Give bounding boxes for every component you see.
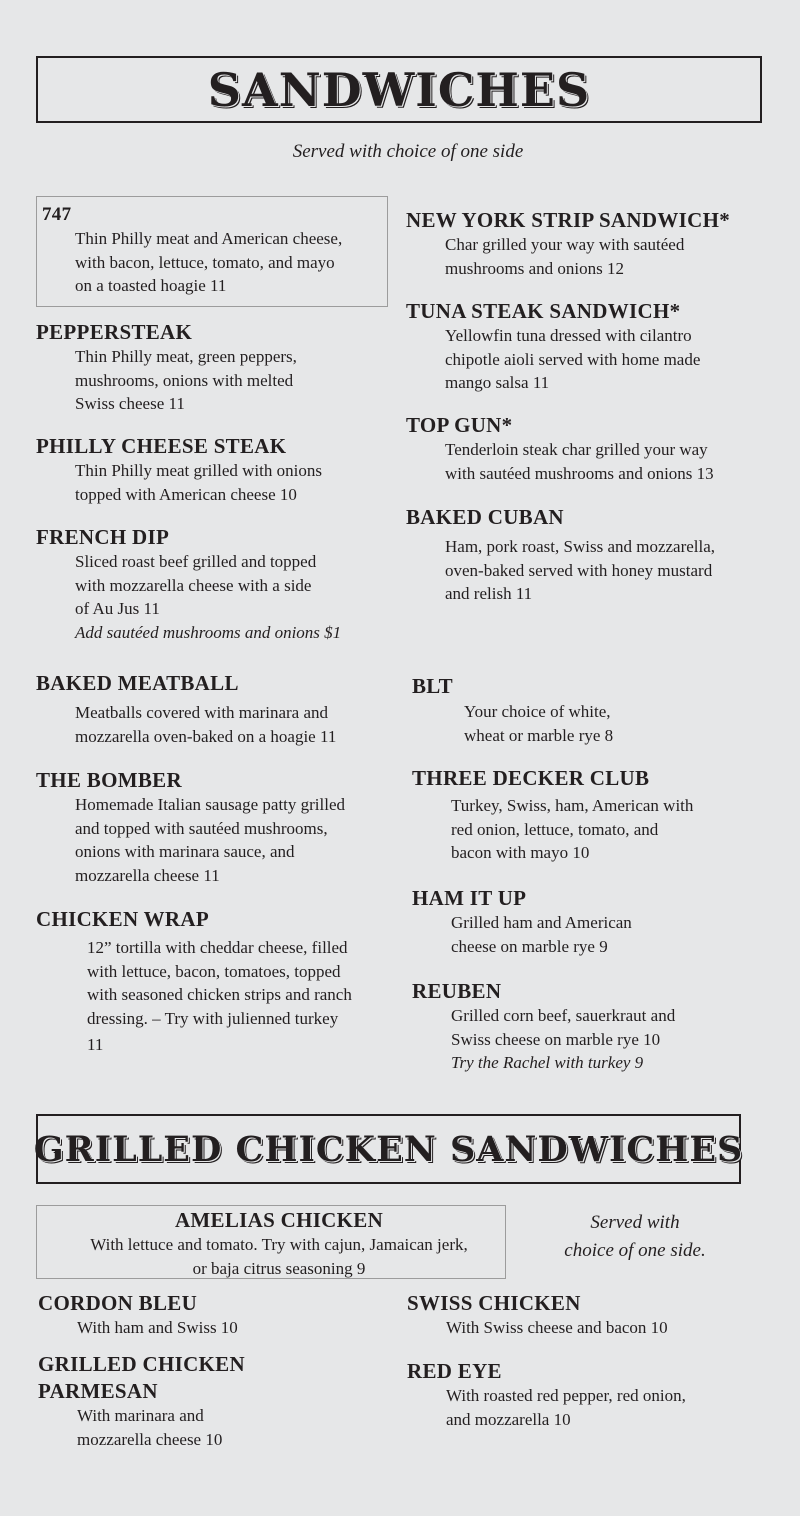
item-desc-line: With lettuce and tomato. Try with cajun, Jamaican jerk, [90,1235,468,1254]
item-desc-line: Grilled ham and American [451,913,632,932]
item-desc-line: Ham, pork roast, Swiss and mozzarella, [445,537,716,556]
sandwiches-subtitle: Served with choice of one side [292,141,524,162]
item-desc-line: and relish 11 [445,584,533,603]
item-name: CORDON BLEU [38,1291,198,1315]
item-name: THREE DECKER CLUB [412,766,650,790]
item-desc-line: or baja citrus seasoning 9 [192,1258,366,1278]
item-desc-line: Thin Philly meat grilled with onions [75,461,322,480]
grilled-chicken-title: GRILLED CHICKEN SANDWICHES [33,1128,744,1170]
item-desc-line: mushrooms and onions 12 [445,258,624,278]
item-desc-line: chipotle aioli served with home made [445,349,701,369]
item-desc-line: Homemade Italian sausage patty grilled [75,795,346,814]
item-name: REUBEN [412,979,502,1003]
item-name: PEPPERSTEAK [36,320,193,344]
item-desc-line: red onion, lettuce, tomato, and [451,819,659,839]
item-name: THE BOMBER [36,768,182,792]
item-desc-line: mushrooms, onions with melted [75,370,294,390]
menu-item-cordon-bleu [38,1290,238,1340]
item-desc-line: with seasoned chicken strips and ranch [87,985,352,1004]
sandwiches-title: SANDWICHES [207,62,591,117]
item-desc-line: With Swiss cheese and bacon 10 [446,1318,668,1337]
item-name: RED EYE [407,1359,502,1383]
item-desc-line: mozzarella oven-baked on a hoagie 11 [75,726,337,746]
menu-item-peppersteak [36,319,297,416]
item-desc-line: Swiss cheese on marble rye 10 [451,1029,661,1049]
side-note-line: Served with [590,1212,680,1233]
menu-item-the-bomber [36,767,345,887]
item-name: TOP GUN* [406,413,513,437]
item-desc-line: Grilled corn beef, sauerkraut and [451,1006,676,1025]
item-name: PHILLY CHEESE STEAK [36,434,287,458]
menu-item-747 [42,203,342,298]
menu-item-top-gun [406,412,714,485]
menu-item-new-york-strip [406,207,730,280]
item-desc-line: Yellowfin tuna dressed with cilantro [445,326,692,345]
item-name: TUNA STEAK SANDWICH* [406,299,681,323]
menu-item-baked-cuban [406,504,715,606]
item-desc-line: mozzarella cheese 10 [77,1429,223,1449]
chicken-side-note [540,1209,730,1265]
menu-item-tuna-steak [406,298,700,395]
item-name: BAKED MEATBALL [36,671,239,695]
item-desc-line: oven-baked served with honey mustard [445,560,713,580]
item-desc-line: with lettuce, bacon, tomatoes, topped [87,961,341,981]
item-name: HAM IT UP [412,886,527,910]
item-desc-line: dressing. – Try with julienned turkey [87,1008,339,1028]
menu-item-amelias-chicken [36,1207,522,1280]
item-desc-line: bacon with mayo 10 [451,843,590,862]
item-desc-line: onions with marinara sauce, and [75,842,295,861]
item-desc-line: cheese on marble rye 9 [451,936,608,956]
item-desc-line: Swiss cheese 11 [75,394,185,413]
item-desc-line: With marinara and [77,1406,204,1425]
menu-item-red-eye [407,1358,686,1431]
item-desc-line: with mozzarella cheese with a side [75,575,312,595]
item-desc-line: With roasted red pepper, red onion, [446,1386,686,1405]
menu-item-french-dip [36,524,341,644]
item-desc-line: 12” tortilla with cheddar cheese, filled [87,938,348,957]
item-name: BAKED CUBAN [406,505,564,529]
item-desc-line: Your choice of white, [464,702,611,721]
menu-item-grilled-chicken-parmesan [38,1350,245,1451]
item-desc-line: mango salsa 11 [445,373,550,392]
menu-item-ham-it-up [412,885,632,958]
item-desc-line: wheat or marble rye 8 [464,725,614,745]
item-desc-line: with bacon, lettuce, tomato, and mayo [75,252,335,272]
item-desc-line: and topped with sautéed mushrooms, [75,818,328,838]
item-desc-line: Char grilled your way with sautéed [445,235,685,254]
item-desc-line: with sautéed mushrooms and onions 13 [445,463,714,483]
menu-item-reuben [412,978,675,1075]
item-name: SWISS CHICKEN [407,1291,581,1315]
item-name: BLT [412,674,453,698]
item-desc-line: With ham and Swiss 10 [77,1318,238,1337]
menu-item-swiss-chicken [407,1290,668,1340]
item-name: 747 [42,204,72,225]
item-desc-line: Meatballs covered with marinara and [75,703,329,722]
item-desc-line: mozzarella cheese 11 [75,865,220,885]
menu-item-baked-meatball [36,670,336,748]
side-note-line: choice of one side. [564,1240,706,1261]
item-desc-line: Turkey, Swiss, ham, American with [451,796,694,815]
sandwiches-banner [36,56,762,123]
item-name: NEW YORK STRIP SANDWICH* [406,208,731,232]
item-desc-line: Sliced roast beef grilled and topped [75,552,317,571]
item-name: CHICKEN WRAP [36,907,209,931]
menu-item-three-decker-club [412,765,693,865]
menu-item-philly-cheese-steak [36,433,322,506]
item-desc-line: and mozzarella 10 [446,1409,571,1429]
item-addon-note: Add sautéed mushrooms and onions $1 [75,622,342,642]
item-addon-note: Try the Rachel with turkey 9 [451,1053,644,1072]
item-name: FRENCH DIP [36,525,170,549]
grilled-chicken-banner [33,1114,744,1184]
menu-item-blt [412,673,613,747]
item-desc-line: Thin Philly meat, green peppers, [75,347,297,366]
item-desc-line: topped with American cheese 10 [75,484,297,504]
item-desc-line: 11 [87,1035,104,1054]
item-desc-line: Thin Philly meat and American cheese, [75,229,343,248]
item-name: GRILLED CHICKEN [38,1352,245,1376]
item-name-line2: PARMESAN [38,1379,158,1403]
item-desc-line: on a toasted hoagie 11 [75,276,227,295]
item-name: AMELIAS CHICKEN [174,1208,384,1232]
item-desc-line: of Au Jus 11 [75,599,160,618]
item-desc-line: Tenderloin steak char grilled your way [445,440,708,459]
menu-item-chicken-wrap [36,906,352,1057]
